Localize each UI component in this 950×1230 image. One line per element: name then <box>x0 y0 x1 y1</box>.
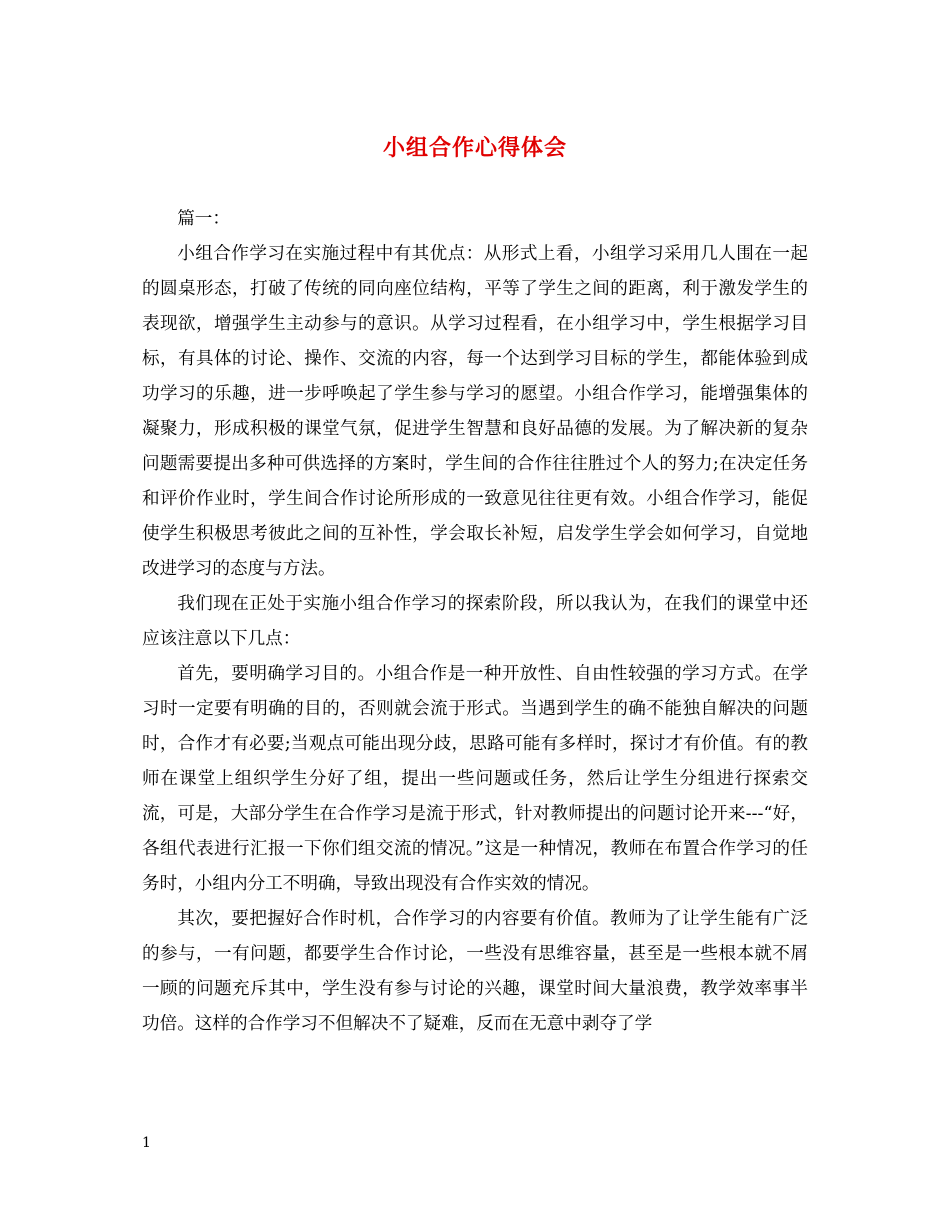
document-body <box>142 202 808 1042</box>
paragraph: 小组合作学习在实施过程中有其优点：从形式上看，小组学习采用几人围在一起的圆桌形态，打破了传统的同向座位结构，平等了学生之间的距离，利于激发学生的表现欲，增强学生主动参与的意识。从学习过程看，在小组学习中，学生根据学习目标，有具体的讨论、操作、交流的内容，每一个达到学习目标的学生，都能体验到成功学习的乐趣，进一步呼唤起了学生参与学习的愿望。小组合作学习，能增强集体的凝聚力，形成积极的课堂气氛，促进学生智慧和良好品德的发展。为了解决新的复杂问题需要提出多种可供选择的方案时，学生间的合作往往胜过个人的努力;在决定任务和评价作业时，学生间合作讨论所形成的一致意见往往更有效。小组合作学习，能促使学生积极思考彼此之间的互补性，学会取长补短，启发学生学会如何学习，自觉地改进学习的态度与方法。 <box>142 244 808 579</box>
paragraph: 首先，要明确学习目的。小组合作是一种开放性、自由性较强的学习方式。在学习时一定要有明确的目的，否则就会流于形式。当遇到学生的确不能独自解决的问题时，合作才有必要;当观点可能出现分歧，思路可能有多样时，探讨才有价值。有的教师在课堂上组织学生分好了组，提出一些问题或任务，然后让学生分组进行探索交流，可是，大部分学生在合作学习是流于形式，针对教师提出的问题讨论开来---“好，各组代表进行汇报一下你们组交流的情况。”这是一种情况，教师在布置合作学习的任务时，小组内分工不明确，导致出现没有合作实效的情况。 <box>142 664 808 894</box>
section-label: 篇一： <box>177 209 230 229</box>
paragraph: 我们现在正处于实施小组合作学习的探索阶段，所以我认为，在我们的课堂中还应该注意以下几点： <box>142 594 808 649</box>
document-title: 小组合作心得体会 <box>382 135 567 161</box>
paragraph: 其次，要把握好合作时机，合作学习的内容要有价值。教师为了让学生能有广泛的参与，一有问题，都要学生合作讨论，一些没有思维容量，甚至是一些根本就不屑一顾的问题充斥其中，学生没有参与讨论的兴趣，课堂时间大量浪费，教学效率事半功倍。这样的合作学习不但解决不了疑难，反而在无意中剥夺了学 <box>142 909 808 1034</box>
page-number: 1 <box>142 1135 151 1151</box>
